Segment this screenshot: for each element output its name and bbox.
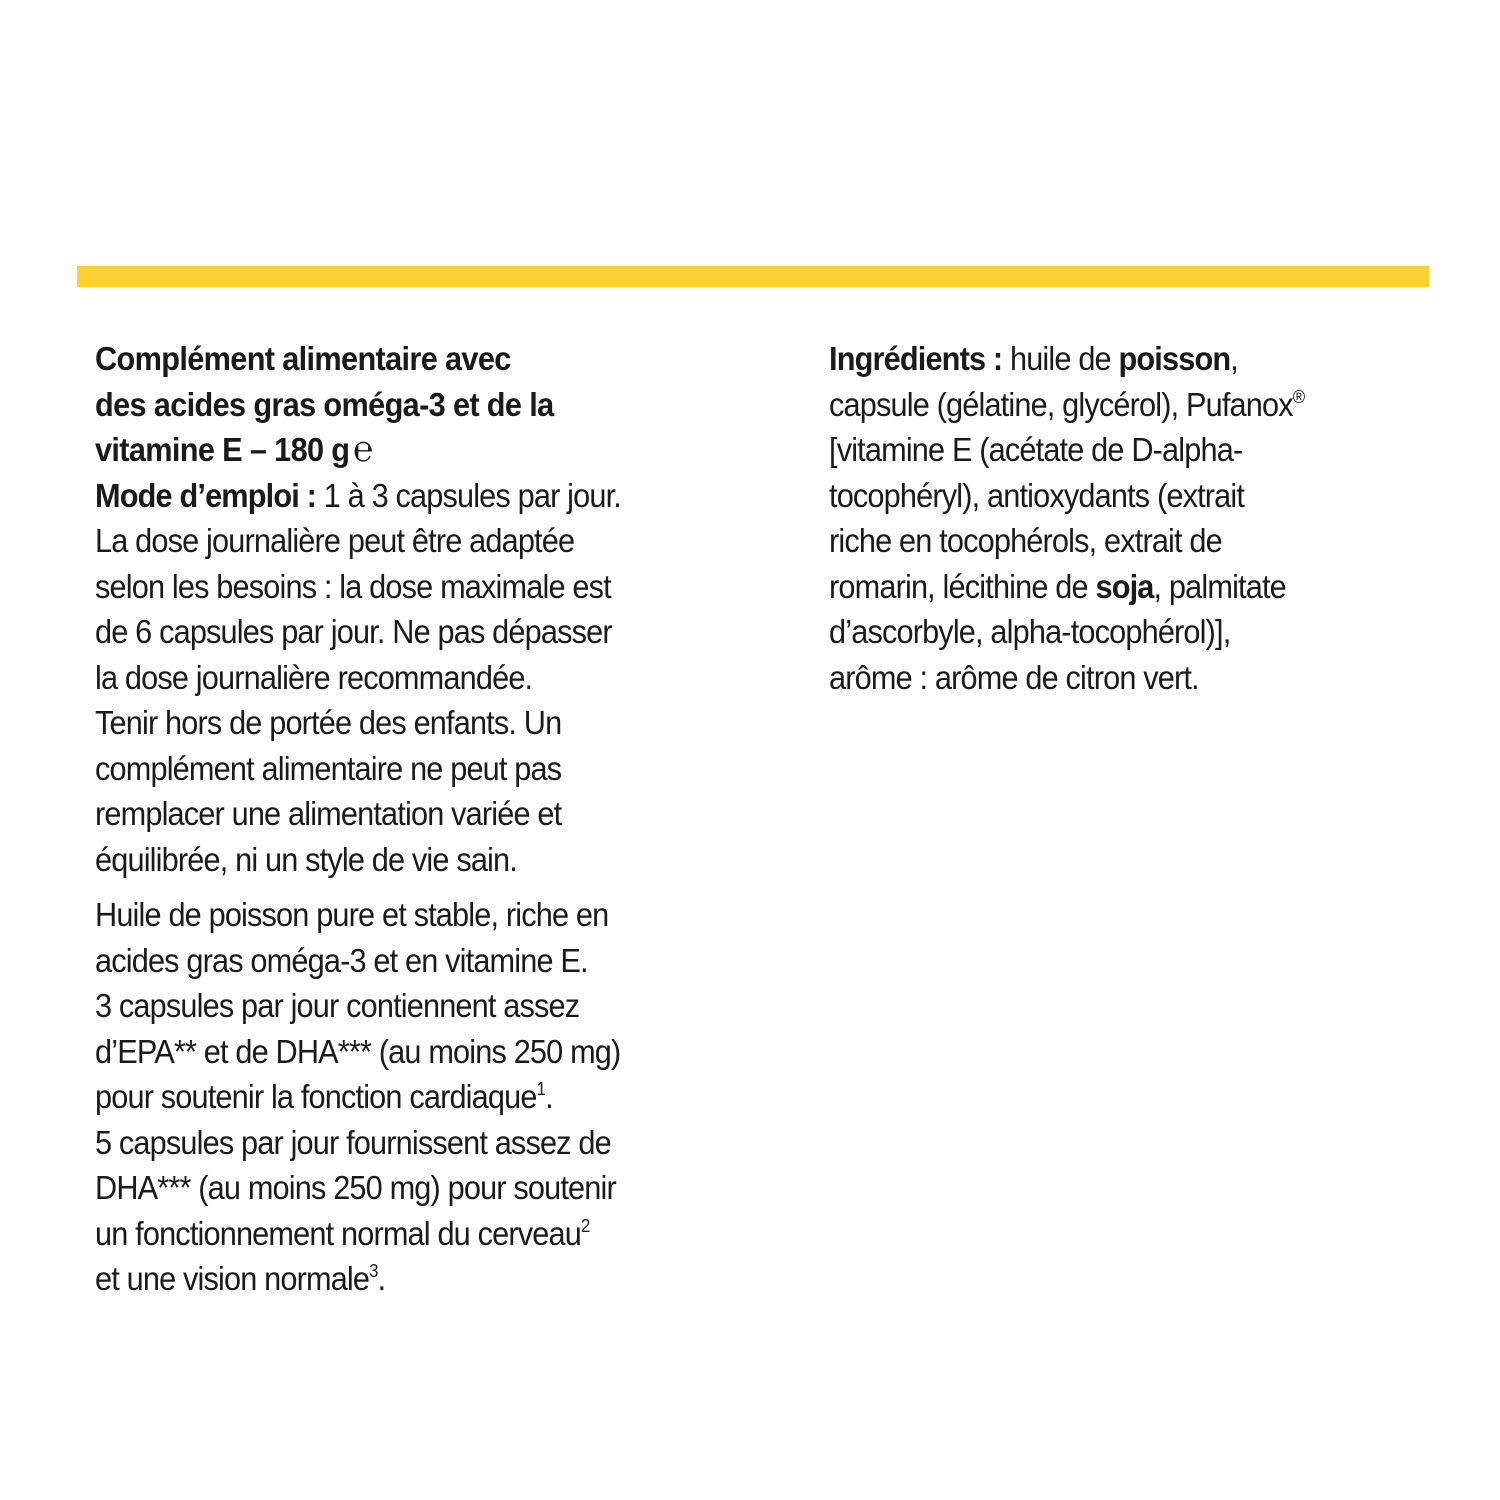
description-line: 3 capsules par jour contiennent assez (95, 987, 580, 1024)
description-line: Huile de poisson pure et stable, riche en (95, 896, 609, 933)
usage-line: la dose journalière recommandée. (95, 658, 533, 696)
ingredients-line: tocophéryl), antioxydants (extrait (829, 476, 1245, 514)
title-line: des acides gras oméga-3 et de la (95, 385, 554, 423)
allergen-fish: poisson (1118, 340, 1231, 377)
usage-instructions: Mode d’emploi : 1 à 3 capsules par jour. La dose journalière peut être adaptée selon les besoins : la dose maximale est de 6 capsules par jour. Ne pas dépasser la dose journalière recommandée. Tenir hors de portée des enfants. Un complément alimentaire ne peut pas remplacer une alimentation variée et équilibrée, ni un style de vie sain. (95, 473, 746, 883)
registered-mark: ® (1292, 386, 1305, 407)
description-line: et une vision normale$^3$. (95, 1260, 386, 1297)
ingredients-line: capsule (gélatine, glycérol), Pufanox® (829, 385, 1305, 423)
title-line: Complément alimentaire avec (95, 340, 511, 377)
right-column (829, 336, 1396, 700)
ingredients-line: d’ascorbyle, alpha-tocophérol)], (829, 613, 1231, 650)
usage-line: de 6 capsules par jour. Ne pas dépasser (95, 613, 612, 650)
usage-line: équilibrée, ni un style de vie sain. (95, 840, 517, 878)
usage-line: Tenir hors de portée des enfants. Un (95, 704, 562, 741)
ingredients-line: arôme : arôme de citron vert. (829, 658, 1199, 696)
footnote-ref: 3 (369, 1261, 378, 1281)
description-line: d’EPA** et de DHA*** (au moins 250 mg) (95, 1032, 621, 1070)
description-line: un fonctionnement normal du cerveau$^2$ (95, 1214, 590, 1252)
left-column (95, 336, 746, 1302)
accent-bar (77, 266, 1429, 287)
ingredients-line: riche en tocophérols, extrait de (829, 522, 1222, 559)
usage-line: La dose journalière peut être adaptée (95, 522, 575, 559)
estimated-sign-icon: ℮ (353, 429, 373, 470)
product-description (95, 892, 746, 1302)
description-line: 5 capsules par jour fournissent assez de (95, 1123, 611, 1161)
usage-line: selon les besoins : la dose maximale est (95, 567, 611, 605)
usage-label: Mode d’emploi : (95, 476, 317, 514)
ingredients-list: Ingrédients : huile de poisson, capsule (gélatine, glycérol), Pufanox® [vitamine E (acétate de D-alpha- tocophéryl), antioxydants (extrait riche en tocophérols, extrait de romarin, lécithine de soja, palmitate d’ascorbyle, alpha-tocophérol)], arôme : arôme de citron vert. (829, 336, 1396, 700)
ingredients-label: Ingrédients : (829, 340, 1003, 377)
product-title (95, 336, 746, 473)
footnote-ref: 1 (536, 1079, 546, 1099)
description-line: pour soutenir la fonction cardiaque$^1$. (95, 1078, 553, 1115)
allergen-soy: soja (1095, 567, 1154, 605)
ingredients-line: romarin, lécithine de soja, palmitate (829, 567, 1286, 605)
description-line: DHA*** (au moins 250 mg) pour soutenir (95, 1169, 616, 1206)
ingredients-line: [vitamine E (acétate de D-alpha- (829, 431, 1243, 468)
description-line: acides gras oméga-3 et en vitamine E. (95, 941, 588, 979)
usage-line: remplacer une alimentation variée et (95, 795, 562, 832)
title-line: vitamine E – 180 g ℮ (95, 429, 373, 470)
footnote-ref: 2 (580, 1215, 590, 1236)
usage-line: complément alimentaire ne peut pas (95, 749, 562, 787)
